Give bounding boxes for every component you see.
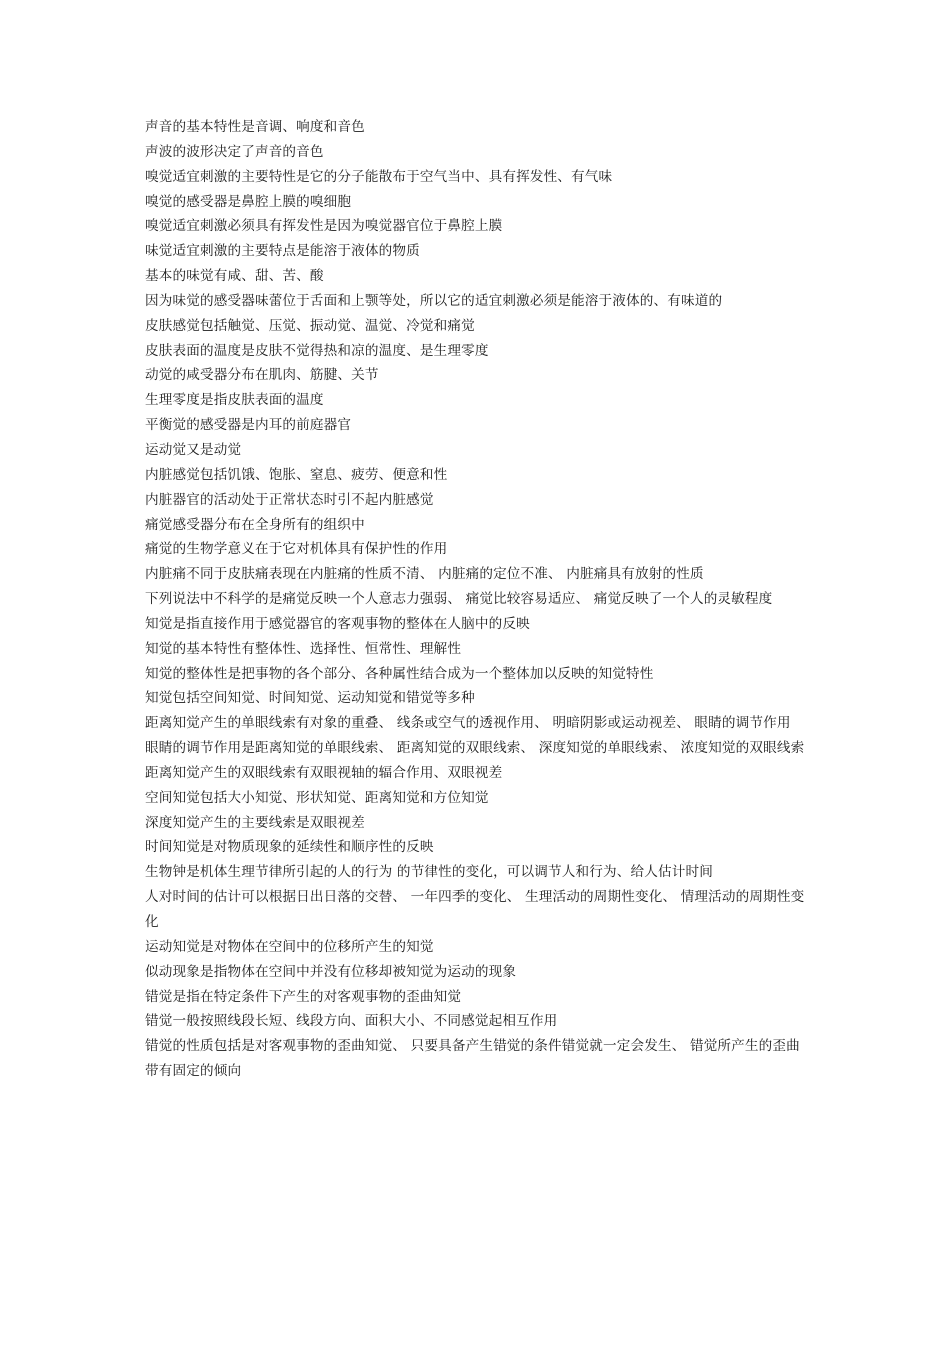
text-line: 似动现象是指物体在空间中并没有位移却被知觉为运动的现象 xyxy=(145,963,517,980)
text-line: 内脏痛不同于皮肤痛表现在内脏痛的性质不清、 内脏痛的定位不准、 内脏痛具有放射的性质 xyxy=(145,566,704,583)
text-line: 嗅觉适宜刺激必须具有挥发性是因为嗅觉器官位于鼻腔上膜 xyxy=(145,218,503,235)
text-line: 人对时间的估计可以根据日出日落的交替、 一年四季的变化、 生理活动的周期性变化、 情理活动的周期性变化 xyxy=(145,889,805,930)
text-line: 距离知觉产生的双眼线索有双眼视轴的辐合作用、双眼视差 xyxy=(145,764,503,781)
text-line: 声音的基本特性是音调、响度和音色 xyxy=(145,119,365,135)
text-line: 运动知觉是对物体在空间中的位移所产生的知觉 xyxy=(145,938,434,955)
text-line: 皮肤感觉包括触觉、压觉、振动觉、温觉、冷觉和痛觉 xyxy=(145,317,475,334)
text-line: 生物钟是机体生理节律所引起的人的行为 的节律性的变化，可以调节人和行为、给人估计时间 xyxy=(145,864,713,881)
text-line: 知觉包括空间知觉、时间知觉、运动知觉和错觉等多种 xyxy=(145,690,475,707)
text-line: 空间知觉包括大小知觉、形状知觉、距离知觉和方位知觉 xyxy=(145,789,489,806)
text-line: 距离知觉产生的单眼线索有对象的重叠、 线条或空气的透视作用、 明暗阴影或运动视差、 眼睛的调节作用 xyxy=(145,715,791,732)
text-line: 平衡觉的感受器是内耳的前庭器官 xyxy=(145,417,352,434)
text-line: 嗅觉的感受器是鼻腔上膜的嗅细胞 xyxy=(145,193,352,210)
text-line: 眼睛的调节作用是距离知觉的单眼线索、 距离知觉的双眼线索、 深度知觉的单眼线索、 浓度知觉的双眼线索 xyxy=(145,740,805,757)
text-line: 痛觉的生物学意义在于它对机体具有保护性的作用 xyxy=(145,541,448,558)
text-line: 知觉的整体性是把事物的各个部分、各种属性结合成为一个整体加以反映的知觉特性 xyxy=(145,665,654,682)
text-line: 皮肤表面的温度是皮肤不觉得热和凉的温度、是生理零度 xyxy=(145,342,489,359)
text-line: 声波的波形决定了声音的音色 xyxy=(145,143,324,160)
text-line: 内脏器官的活动处于正常状态时引不起内脏感觉 xyxy=(145,491,434,508)
text-line: 下列说法中不科学的是痛觉反映一个人意志力强弱、 痛觉比较容易适应、 痛觉反映了一个人的灵敏程度 xyxy=(145,591,773,608)
text-line: 内脏感觉包括饥饿、饱胀、窒息、疲劳、便意和性 xyxy=(145,466,448,483)
text-line: 知觉是指直接作用于感觉器官的客观事物的整体在人脑中的反映 xyxy=(145,615,530,632)
text-line: 错觉是指在特定条件下产生的对客观事物的歪曲知觉 xyxy=(145,988,462,1005)
text-line: 痛觉感受器分布在全身所有的组织中 xyxy=(145,516,365,533)
text-line: 动觉的咸受器分布在肌肉、筋腱、关节 xyxy=(145,367,379,384)
text-line: 基本的味觉有咸、甜、苦、酸 xyxy=(145,268,324,285)
text-line: 错觉一般按照线段长短、线段方向、面积大小、不同感觉起相互作用 xyxy=(145,1013,558,1030)
text-line: 生理零度是指皮肤表面的温度 xyxy=(145,392,324,409)
text-line: 运动觉又是动觉 xyxy=(145,441,242,458)
text-line: 知觉的基本特性有整体性、选择性、恒常性、理解性 xyxy=(145,640,462,657)
text-line: 嗅觉适宜刺激的主要特性是它的分子能散布于空气当中、具有挥发性、有气味 xyxy=(145,168,613,185)
document-body xyxy=(145,115,810,1084)
text-line: 深度知觉产生的主要线索是双眼视差 xyxy=(145,814,365,831)
text-line: 因为味觉的感受器味蕾位于舌面和上颚等处，所以它的适宜刺激必须是能溶于液体的、有味道的 xyxy=(145,292,723,309)
text-line: 错觉的性质包括是对客观事物的歪曲知觉、 只要具备产生错觉的条件错觉就一定会发生、 错觉所产生的歪曲带有固定的倾向 xyxy=(145,1038,800,1080)
text-line: 时间知觉是对物质现象的延续性和顺序性的反映 xyxy=(145,839,434,856)
text-line: 味觉适宜刺激的主要特点是能溶于液体的物质 xyxy=(145,243,420,260)
